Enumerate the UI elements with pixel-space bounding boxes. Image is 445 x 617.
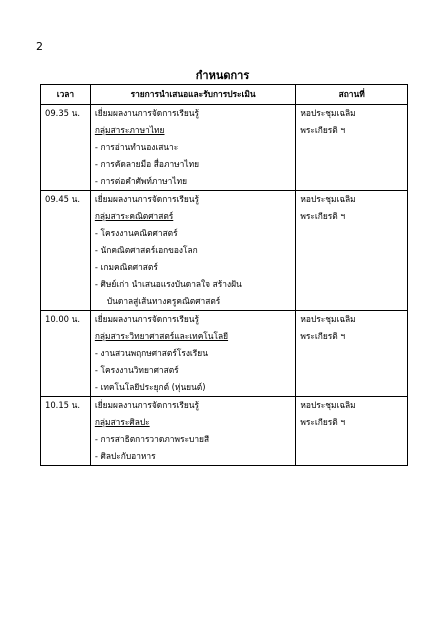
item-heading: เยี่ยมผลงานการจัดการเรียนรู้ — [94, 400, 199, 410]
table-row — [41, 397, 408, 466]
item-cell — [90, 311, 296, 397]
time-cell: 09.35 น. — [41, 105, 91, 191]
place-cell — [296, 105, 408, 191]
item-heading: เยี่ยมผลงานการจัดการเรียนรู้ — [94, 194, 199, 204]
place-line: หอประชุมเฉลิม — [300, 108, 356, 118]
list-item: - โครงงานวิทยาศาสตร์ — [94, 365, 179, 375]
header-item: รายการนำเสนอและรับการประเมิน — [90, 85, 296, 105]
place-cell — [296, 191, 408, 311]
schedule-table — [40, 84, 408, 466]
header-time: เวลา — [41, 85, 91, 105]
item-heading: เยี่ยมผลงานการจัดการเรียนรู้ — [94, 314, 199, 324]
list-item: - การสาธิตการวาดภาพระบายสี — [94, 434, 210, 444]
list-item: - เทคโนโลยีประยุกต์ (หุ่นยนต์) — [94, 382, 206, 392]
table-row — [41, 311, 408, 397]
page-title: กำหนดการ — [195, 69, 250, 82]
list-item-continuation: บันดาลสู่เส้นทางครูคณิตศาสตร์ — [106, 296, 221, 306]
place-cell — [296, 311, 408, 397]
place-cell — [296, 397, 408, 466]
header-place: สถานที่ — [296, 85, 408, 105]
table-row — [41, 105, 408, 191]
table-header-row — [41, 85, 408, 105]
subject-group-label: กลุ่มสาระศิลปะ — [94, 417, 150, 427]
list-item: - โครงงานคณิตศาสตร์ — [94, 228, 178, 238]
list-item: - การต่อคำศัพท์ภาษาไทย — [94, 176, 188, 186]
place-line: หอประชุมเฉลิม — [300, 400, 356, 410]
place-line: หอประชุมเฉลิม — [300, 314, 356, 324]
place-line: หอประชุมเฉลิม — [300, 194, 356, 204]
list-item: - งานสวนพฤกษศาสตร์โรงเรียน — [94, 348, 208, 358]
list-item: - นักคณิตศาสตร์เอกของโลก — [94, 245, 198, 255]
list-item: - ศิลปะกับอาหาร — [94, 451, 156, 461]
list-item: - การคัดลายมือ สื่อภาษาไทย — [94, 159, 200, 169]
table-row — [41, 191, 408, 311]
place-line: พระเกียรติ ฯ — [300, 417, 346, 427]
place-line: พระเกียรติ ฯ — [300, 331, 346, 341]
place-line: พระเกียรติ ฯ — [300, 125, 346, 135]
subject-group-label: กลุ่มสาระวิทยาศาสตร์และเทคโนโลยี — [94, 331, 229, 341]
page-number: 2 — [36, 40, 43, 53]
item-cell — [90, 105, 296, 191]
time-cell: 09.45 น. — [41, 191, 91, 311]
item-cell — [90, 191, 296, 311]
subject-group-label: กลุ่มสาระคณิตศาสตร์ — [94, 211, 174, 221]
item-heading: เยี่ยมผลงานการจัดการเรียนรู้ — [94, 108, 199, 118]
list-item: - ศิษย์เก่า นำเสนอแรงบันดาลใจ สร้างฝัน — [94, 279, 242, 289]
item-cell — [90, 397, 296, 466]
list-item: - การอ่านทำนองเสนาะ — [94, 142, 179, 152]
place-line: พระเกียรติ ฯ — [300, 211, 346, 221]
list-item: - เกมคณิตศาสตร์ — [94, 262, 158, 272]
time-cell: 10.15 น. — [41, 397, 91, 466]
time-cell: 10.00 น. — [41, 311, 91, 397]
subject-group-label: กลุ่มสาระภาษาไทย — [94, 125, 165, 135]
